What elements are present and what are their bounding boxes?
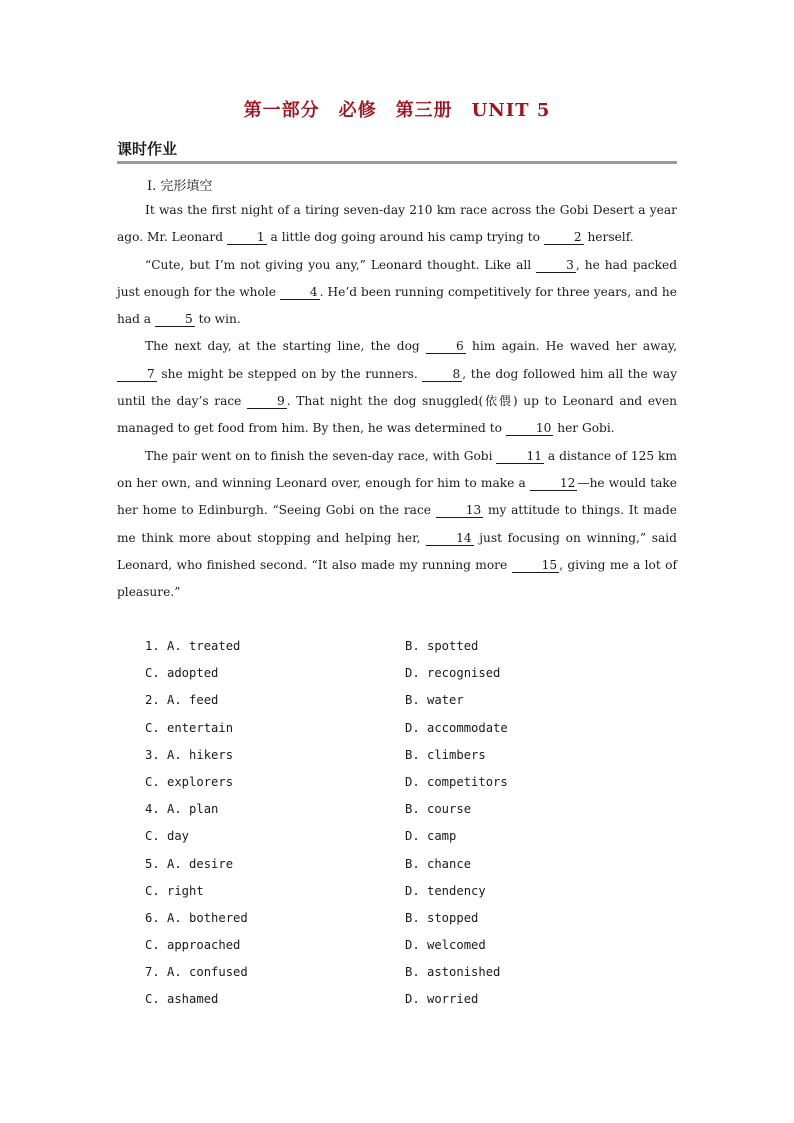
part-label: Ⅰ. 完形填空 [147, 179, 213, 194]
passage-text: . He’d been running competitively for three years, and he had a [117, 284, 677, 327]
option-item: B. spotted [405, 639, 479, 653]
blank-number: 10 [506, 422, 554, 436]
option-item: C. ashamed [145, 992, 219, 1007]
blank-number: 8 [422, 368, 462, 382]
blank-number: 12 [530, 477, 578, 491]
option-item: D. worried [405, 992, 479, 1007]
passage-text: —he would take her home to Edinburgh. “Seeing Gobi on the race [117, 475, 678, 518]
passage-text: It was the first night of a tiring seven-day 210 km race across the Gobi Desert a year ago. Mr. Leonard [117, 203, 677, 245]
passage-text: a distance of 125 km on her own, and winning Leonard over, enough for him to make a [117, 448, 677, 490]
option-row [145, 715, 685, 742]
option-item: D. welcomed [405, 938, 486, 953]
section-divider [117, 161, 677, 164]
option-item: 6. A. bothered [145, 910, 248, 925]
passage-text: “Cute, but I’m not giving you any,” Leonard thought. Like all [145, 257, 537, 272]
option-item: B. climbers [405, 747, 486, 762]
passage-text: just focusing on winning,” said Leonard, who finished second. “It also made my running more [117, 530, 677, 572]
option-item: C. explorers [145, 774, 234, 789]
passage-text: her Gobi. [553, 421, 615, 436]
section-heading: 课时作业 [117, 140, 178, 158]
blank-number: 2 [544, 231, 584, 245]
blank-number: 3 [536, 259, 576, 273]
passage-text: a little dog going around his camp trying to [266, 230, 544, 245]
option-row [145, 769, 685, 796]
option-row [145, 905, 685, 932]
option-item: B. course [405, 802, 472, 817]
blank-number: 4 [280, 286, 320, 300]
blank-number: 15 [512, 559, 560, 573]
passage-text: , he had packed just enough for the whole [117, 257, 677, 299]
option-item: C. adopted [145, 666, 219, 681]
blank-number: 5 [155, 313, 195, 327]
option-row [145, 742, 685, 769]
option-item: 3. A. hikers [145, 747, 234, 762]
cloze-passage [117, 197, 677, 606]
passage-paragraph [117, 197, 677, 252]
passage-text: she might be stepped on by the runners. [156, 366, 423, 381]
option-item: C. right [145, 883, 204, 898]
option-item: 1. A. treated [145, 639, 241, 653]
passage-text: , giving me a lot of pleasure.” [117, 557, 677, 600]
option-item: 2. A. feed [145, 693, 219, 708]
passage-text: The pair went on to finish the seven-day race, with Gobi [145, 448, 497, 463]
answer-options [145, 633, 685, 1014]
option-item: C. entertain [145, 720, 234, 735]
option-row [145, 959, 685, 986]
option-item: D. camp [405, 829, 457, 844]
option-row [145, 986, 685, 1013]
passage-text: herself. [583, 230, 634, 245]
passage-text: to win. [194, 312, 241, 327]
option-item: B. chance [405, 856, 472, 871]
passage-text: . That night the dog snuggled(依偎) up to Leonard and even managed to get food from him. By then, he was determined to [117, 394, 678, 436]
option-item: D. recognised [405, 666, 501, 681]
passage-text: him again. He waved her away, [465, 339, 677, 354]
passage-paragraph [117, 333, 677, 442]
option-row [145, 796, 685, 823]
option-row [145, 660, 685, 687]
blank-number: 14 [426, 532, 474, 546]
blank-number: 7 [117, 368, 157, 382]
option-item: 5. A. desire [145, 856, 234, 871]
option-row [145, 687, 685, 714]
passage-paragraph [117, 443, 677, 607]
page-title: 第一部分 必修 第三册 UNIT 5 [243, 100, 551, 121]
passage-paragraph [117, 252, 677, 334]
blank-number: 6 [426, 340, 466, 354]
option-item: C. approached [145, 938, 241, 953]
option-row [145, 851, 685, 878]
option-row [145, 878, 685, 905]
option-item: D. accommodate [405, 720, 508, 735]
option-item: B. stopped [405, 910, 479, 925]
blank-number: 13 [436, 504, 484, 518]
option-item: D. competitors [405, 774, 508, 789]
option-row [145, 633, 685, 660]
blank-number: 9 [247, 395, 287, 409]
blank-number: 1 [227, 231, 267, 245]
option-item: 4. A. plan [145, 802, 219, 817]
passage-text: my attitude to things. It made me think more about stopping and helping her, [117, 503, 677, 545]
option-item: D. tendency [405, 883, 486, 898]
option-item: C. day [145, 829, 190, 844]
option-item: 7. A. confused [145, 965, 248, 980]
option-item: B. astonished [405, 965, 501, 980]
passage-text: The next day, at the starting line, the dog [145, 339, 426, 354]
option-item: B. water [405, 693, 464, 708]
option-row [145, 932, 685, 959]
blank-number: 11 [496, 450, 544, 464]
passage-text: , the dog followed him all the way until the day’s race [117, 366, 677, 409]
option-row [145, 823, 685, 850]
